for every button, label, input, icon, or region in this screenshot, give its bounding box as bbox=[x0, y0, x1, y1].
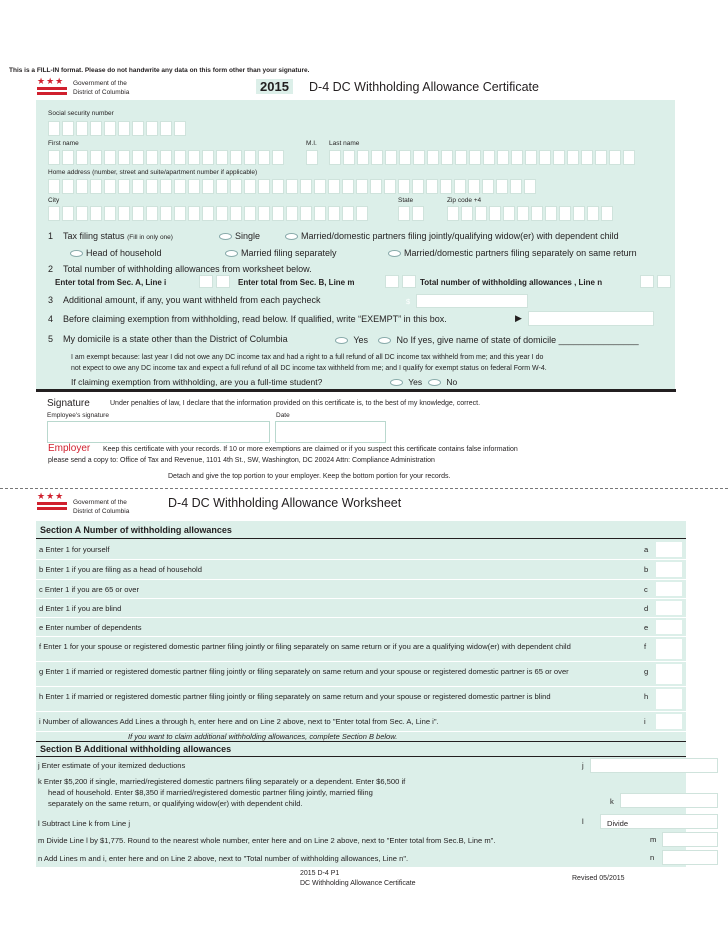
line5-yes[interactable] bbox=[335, 335, 368, 345]
student-yes[interactable] bbox=[390, 377, 422, 387]
line-n-field[interactable] bbox=[662, 850, 718, 865]
row-text: a Enter 1 for yourself bbox=[39, 545, 110, 554]
line2-c-label: Total number of withholding allowances , Line n bbox=[420, 278, 603, 287]
row-letter: h bbox=[644, 692, 649, 701]
line2-a-box1[interactable] bbox=[199, 275, 213, 288]
row-letter: c bbox=[644, 585, 648, 594]
zip-field[interactable] bbox=[447, 206, 615, 224]
line5-no[interactable] bbox=[378, 335, 639, 345]
line5-label: My domicile is a state other than the District of Columbia bbox=[63, 334, 288, 344]
line2-number: 2 bbox=[48, 264, 54, 274]
radio-icon[interactable] bbox=[428, 379, 441, 386]
employee-signature-field[interactable] bbox=[47, 421, 270, 443]
employer-text1: Keep this certificate with your records. If 10 or more exemptions are claimed or if you suspect this certificate contains false information bbox=[103, 446, 518, 453]
line-k-letter: k bbox=[610, 797, 614, 806]
exempt-text1: I am exempt because: last year I did not owe any DC income tax and had a right to a full refund of all DC income tax withheld from me; and this year I do bbox=[71, 354, 544, 361]
line2-c-box2[interactable] bbox=[657, 275, 671, 288]
radio-icon[interactable] bbox=[390, 379, 403, 386]
signature-declaration: Under penalties of law, I declare that the information provided on this certificate is, to the best of my knowledge, correct. bbox=[110, 400, 481, 407]
section-b-rule2 bbox=[36, 756, 686, 757]
last-name-label: Last name bbox=[329, 140, 360, 147]
footer-revised: Revised 05/2015 bbox=[572, 875, 625, 882]
divider-rule bbox=[36, 389, 676, 392]
employer-text2: please send a copy to: Office of Tax and Revenue, 1101 4th St., SW, Washington, DC 20024 Attn: Compliance Administration bbox=[48, 457, 435, 464]
worksheet-title: D-4 DC Withholding Allowance Worksheet bbox=[168, 496, 402, 510]
gov-line1: Government of the bbox=[73, 80, 127, 87]
row-text: h Enter 1 if married or registered domestic partner filing jointly or filing separately on same return and your spouse or registered domestic partner is blind bbox=[39, 692, 551, 701]
line4-label: Before claiming exemption from withholding, read below. If qualified, write “EXEMPT” in this box. bbox=[63, 314, 447, 324]
line2-label: Total number of withholding allowances from worksheet below. bbox=[63, 264, 312, 274]
employer-heading: Employer bbox=[48, 443, 91, 454]
line-n-text: n Add Lines m and i, enter here and on Line 2 above, next to "Total number of withholding allowances, Line n". bbox=[38, 854, 409, 863]
line5-no-label: No If yes, give name of state of domicile ________________ bbox=[396, 335, 639, 345]
table-row bbox=[36, 580, 686, 599]
divide-label: Divide bbox=[607, 819, 629, 828]
row-text: c Enter 1 if you are 65 or over bbox=[39, 585, 140, 594]
line4-exempt-field[interactable] bbox=[528, 311, 654, 326]
row-field[interactable] bbox=[656, 542, 682, 557]
radio-icon[interactable] bbox=[225, 250, 238, 257]
address-label: Home address (number, street and suite/apartment number if applicable) bbox=[48, 169, 258, 176]
line2-b-box1[interactable] bbox=[385, 275, 399, 288]
last-name-field[interactable] bbox=[329, 150, 637, 168]
line-m-letter: m bbox=[650, 835, 657, 844]
zip-label: Zip code +4 bbox=[447, 197, 482, 204]
footer-name: DC Withholding Allowance Certificate bbox=[300, 880, 416, 887]
status-married-sep-same[interactable] bbox=[388, 248, 637, 258]
row-field[interactable] bbox=[656, 714, 682, 729]
line1-label: Tax filing status bbox=[63, 231, 125, 241]
row-field[interactable] bbox=[656, 664, 682, 684]
date-label: Date bbox=[276, 412, 290, 419]
row-text: f Enter 1 for your spouse or registered domestic partner filing jointly or filing separately on same return or if you are a qualifying widow(er) with dependent child bbox=[39, 642, 571, 651]
line5-yes-label: Yes bbox=[353, 335, 369, 345]
status-single[interactable] bbox=[219, 231, 260, 241]
ssn-field[interactable] bbox=[48, 121, 188, 139]
table-row bbox=[36, 618, 686, 637]
section-b-heading: Section B Additional withholding allowances bbox=[40, 744, 232, 754]
row-text: i Number of allowances Add Lines a through h, enter here and on Line 2 above, next to "Enter total from Sec. A, Line i". bbox=[39, 717, 439, 726]
form-title: D-4 DC Withholding Allowance Certificate bbox=[309, 80, 539, 94]
status-hoh-label: Head of household bbox=[86, 248, 162, 258]
line5-number: 5 bbox=[48, 334, 54, 344]
section-b-rule bbox=[36, 741, 686, 742]
row-field[interactable] bbox=[656, 562, 682, 577]
gov-label-worksheet bbox=[73, 498, 129, 516]
line2-b-label: Enter total from Sec. B, Line m bbox=[238, 278, 355, 287]
row-field[interactable] bbox=[656, 582, 682, 596]
line5 bbox=[48, 334, 288, 344]
table-row bbox=[36, 687, 686, 712]
radio-icon[interactable] bbox=[70, 250, 83, 257]
row-letter: f bbox=[644, 642, 647, 651]
mi-field[interactable] bbox=[306, 150, 320, 168]
row-text: g Enter 1 if married or registered domestic partner filing jointly or filing separately on same return and your spouse or registered domestic partner is 65 or over bbox=[39, 667, 569, 676]
status-married-sep-same-label: Married/domestic partners filing separately on same return bbox=[404, 248, 637, 258]
state-label: State bbox=[398, 197, 414, 204]
line2-b-box2[interactable] bbox=[402, 275, 416, 288]
line-k-field[interactable] bbox=[620, 793, 718, 808]
row-letter: d bbox=[644, 604, 649, 613]
line-k-text1: k Enter $5,200 if single, married/registered domestic partners filing separately or a dependent. Enter $6,500 if bbox=[38, 777, 406, 786]
table-row bbox=[36, 662, 686, 687]
line-m-text: m Divide Line l by $1,775. Round to the nearest whole number, enter here and on Line 2 above, next to "Enter total from Sec.B, Line m". bbox=[38, 836, 496, 845]
student-yes-label: Yes bbox=[408, 377, 423, 387]
section-a-heading: Section A Number of withholding allowances bbox=[40, 525, 232, 535]
line4-number: 4 bbox=[48, 314, 54, 324]
fill-in-notice: This is a FILL-IN format. Please do not handwrite any data on this form other than your signature. bbox=[9, 67, 310, 74]
city-label: City bbox=[48, 197, 60, 204]
status-married-joint[interactable] bbox=[285, 231, 619, 241]
row-field[interactable] bbox=[656, 639, 682, 659]
line-j-letter: j bbox=[582, 761, 584, 770]
line-j-text: j Enter estimate of your itemized deductions bbox=[38, 761, 186, 770]
line1 bbox=[48, 231, 173, 241]
first-name-field[interactable] bbox=[48, 150, 286, 168]
line-k-text3: separately on the same return, or qualifying widow(er) with dependent child. bbox=[48, 799, 303, 808]
line3-label: Additional amount, if any, you want withheld from each paycheck bbox=[63, 295, 321, 305]
gov-line2: District of Columbia bbox=[73, 89, 130, 96]
status-married-joint-label: Married/domestic partners filing jointly/qualifying widow(er) with dependent child bbox=[301, 231, 619, 241]
row-letter: b bbox=[644, 565, 649, 574]
signature-heading: Signature bbox=[47, 398, 90, 409]
radio-icon[interactable] bbox=[378, 337, 391, 344]
address-field[interactable] bbox=[48, 179, 538, 197]
dollar-sign: $ bbox=[406, 297, 411, 306]
footer-code: 2015 D-4 P1 bbox=[300, 870, 340, 877]
line-l-text: l Subtract Line k from Line j bbox=[38, 819, 131, 828]
form-year: 2015 bbox=[256, 79, 293, 94]
student-no-label: No bbox=[446, 377, 458, 387]
line1-number: 1 bbox=[48, 231, 54, 241]
detach-instructions: Detach and give the top portion to your employer. Keep the bottom portion for your records. bbox=[168, 473, 451, 480]
gov-label bbox=[73, 79, 129, 97]
line-j-field[interactable] bbox=[590, 758, 718, 773]
gov-line2: District of Columbia bbox=[73, 508, 130, 515]
dc-logo bbox=[37, 77, 67, 95]
exempt-text2: not expect to owe any DC income tax and expect a full refund of all DC income tax withheld from me; and I qualify for exempt status on federal Form W-4. bbox=[71, 365, 547, 372]
radio-icon[interactable] bbox=[219, 233, 232, 240]
first-name-label: First name bbox=[48, 140, 79, 147]
table-row bbox=[36, 637, 686, 662]
state-field[interactable] bbox=[398, 206, 426, 224]
status-hoh[interactable] bbox=[70, 248, 162, 258]
radio-icon[interactable] bbox=[285, 233, 298, 240]
table-row bbox=[36, 599, 686, 618]
row-field[interactable] bbox=[656, 620, 682, 634]
city-field[interactable] bbox=[48, 206, 370, 224]
line3-number: 3 bbox=[48, 295, 54, 305]
row-letter: a bbox=[644, 545, 649, 554]
mi-label: M.I. bbox=[306, 140, 317, 147]
certificate-panel bbox=[36, 100, 675, 390]
footer bbox=[300, 869, 416, 889]
line2 bbox=[48, 264, 312, 274]
line-l-letter: l bbox=[582, 817, 584, 826]
row-text: b Enter 1 if you are filing as a head of household bbox=[39, 565, 202, 574]
table-row bbox=[36, 712, 686, 732]
line3-amount-field[interactable] bbox=[416, 294, 528, 308]
status-single-label: Single bbox=[235, 231, 261, 241]
cut-line bbox=[0, 488, 728, 489]
status-married-sep[interactable] bbox=[225, 248, 337, 258]
gov-line1: Government of the bbox=[73, 499, 127, 506]
table-row bbox=[36, 560, 686, 580]
radio-icon[interactable] bbox=[388, 250, 401, 257]
line3 bbox=[48, 295, 321, 305]
row-text: e Enter number of dependents bbox=[39, 623, 142, 632]
stars-icon: ★★★ bbox=[37, 76, 65, 86]
dc-logo-worksheet bbox=[37, 492, 67, 510]
line1-note: (Fill in only one) bbox=[127, 234, 173, 241]
line-n-letter: n bbox=[650, 853, 655, 862]
date-field[interactable] bbox=[275, 421, 386, 443]
line-k-text2: head of household. Enter $8,350 if married/registered domestic partner filing jointly, married filing bbox=[48, 788, 373, 797]
line2-c-box1[interactable] bbox=[640, 275, 654, 288]
student-no[interactable] bbox=[428, 377, 457, 387]
stars-icon: ★★★ bbox=[37, 491, 65, 501]
row-field[interactable] bbox=[656, 689, 682, 709]
row-text: d Enter 1 if you are blind bbox=[39, 604, 122, 613]
row-letter: g bbox=[644, 667, 649, 676]
line2-a-box2[interactable] bbox=[216, 275, 230, 288]
line2-a-label: Enter total from Sec. A, Line i bbox=[55, 278, 167, 287]
status-married-sep-label: Married filing separately bbox=[241, 248, 337, 258]
row-letter: e bbox=[644, 623, 649, 632]
employee-signature-label: Employee's signature bbox=[47, 412, 109, 419]
exempt-statement bbox=[71, 352, 547, 374]
radio-icon[interactable] bbox=[335, 337, 348, 344]
line4 bbox=[48, 314, 447, 324]
row-letter: i bbox=[644, 717, 646, 726]
arrow-right-icon: ▶ bbox=[515, 313, 522, 323]
student-question: If claiming exemption from withholding, are you a full-time student? bbox=[71, 377, 323, 387]
row-field[interactable] bbox=[656, 601, 682, 615]
line-k-text bbox=[38, 776, 405, 809]
line-m-field[interactable] bbox=[662, 832, 718, 847]
table-row bbox=[36, 540, 686, 560]
ssn-label: Social security number bbox=[48, 110, 114, 117]
section-b-note: If you want to claim additional withholding allowances, complete Section B below. bbox=[128, 732, 398, 741]
section-a-rule bbox=[36, 538, 686, 539]
